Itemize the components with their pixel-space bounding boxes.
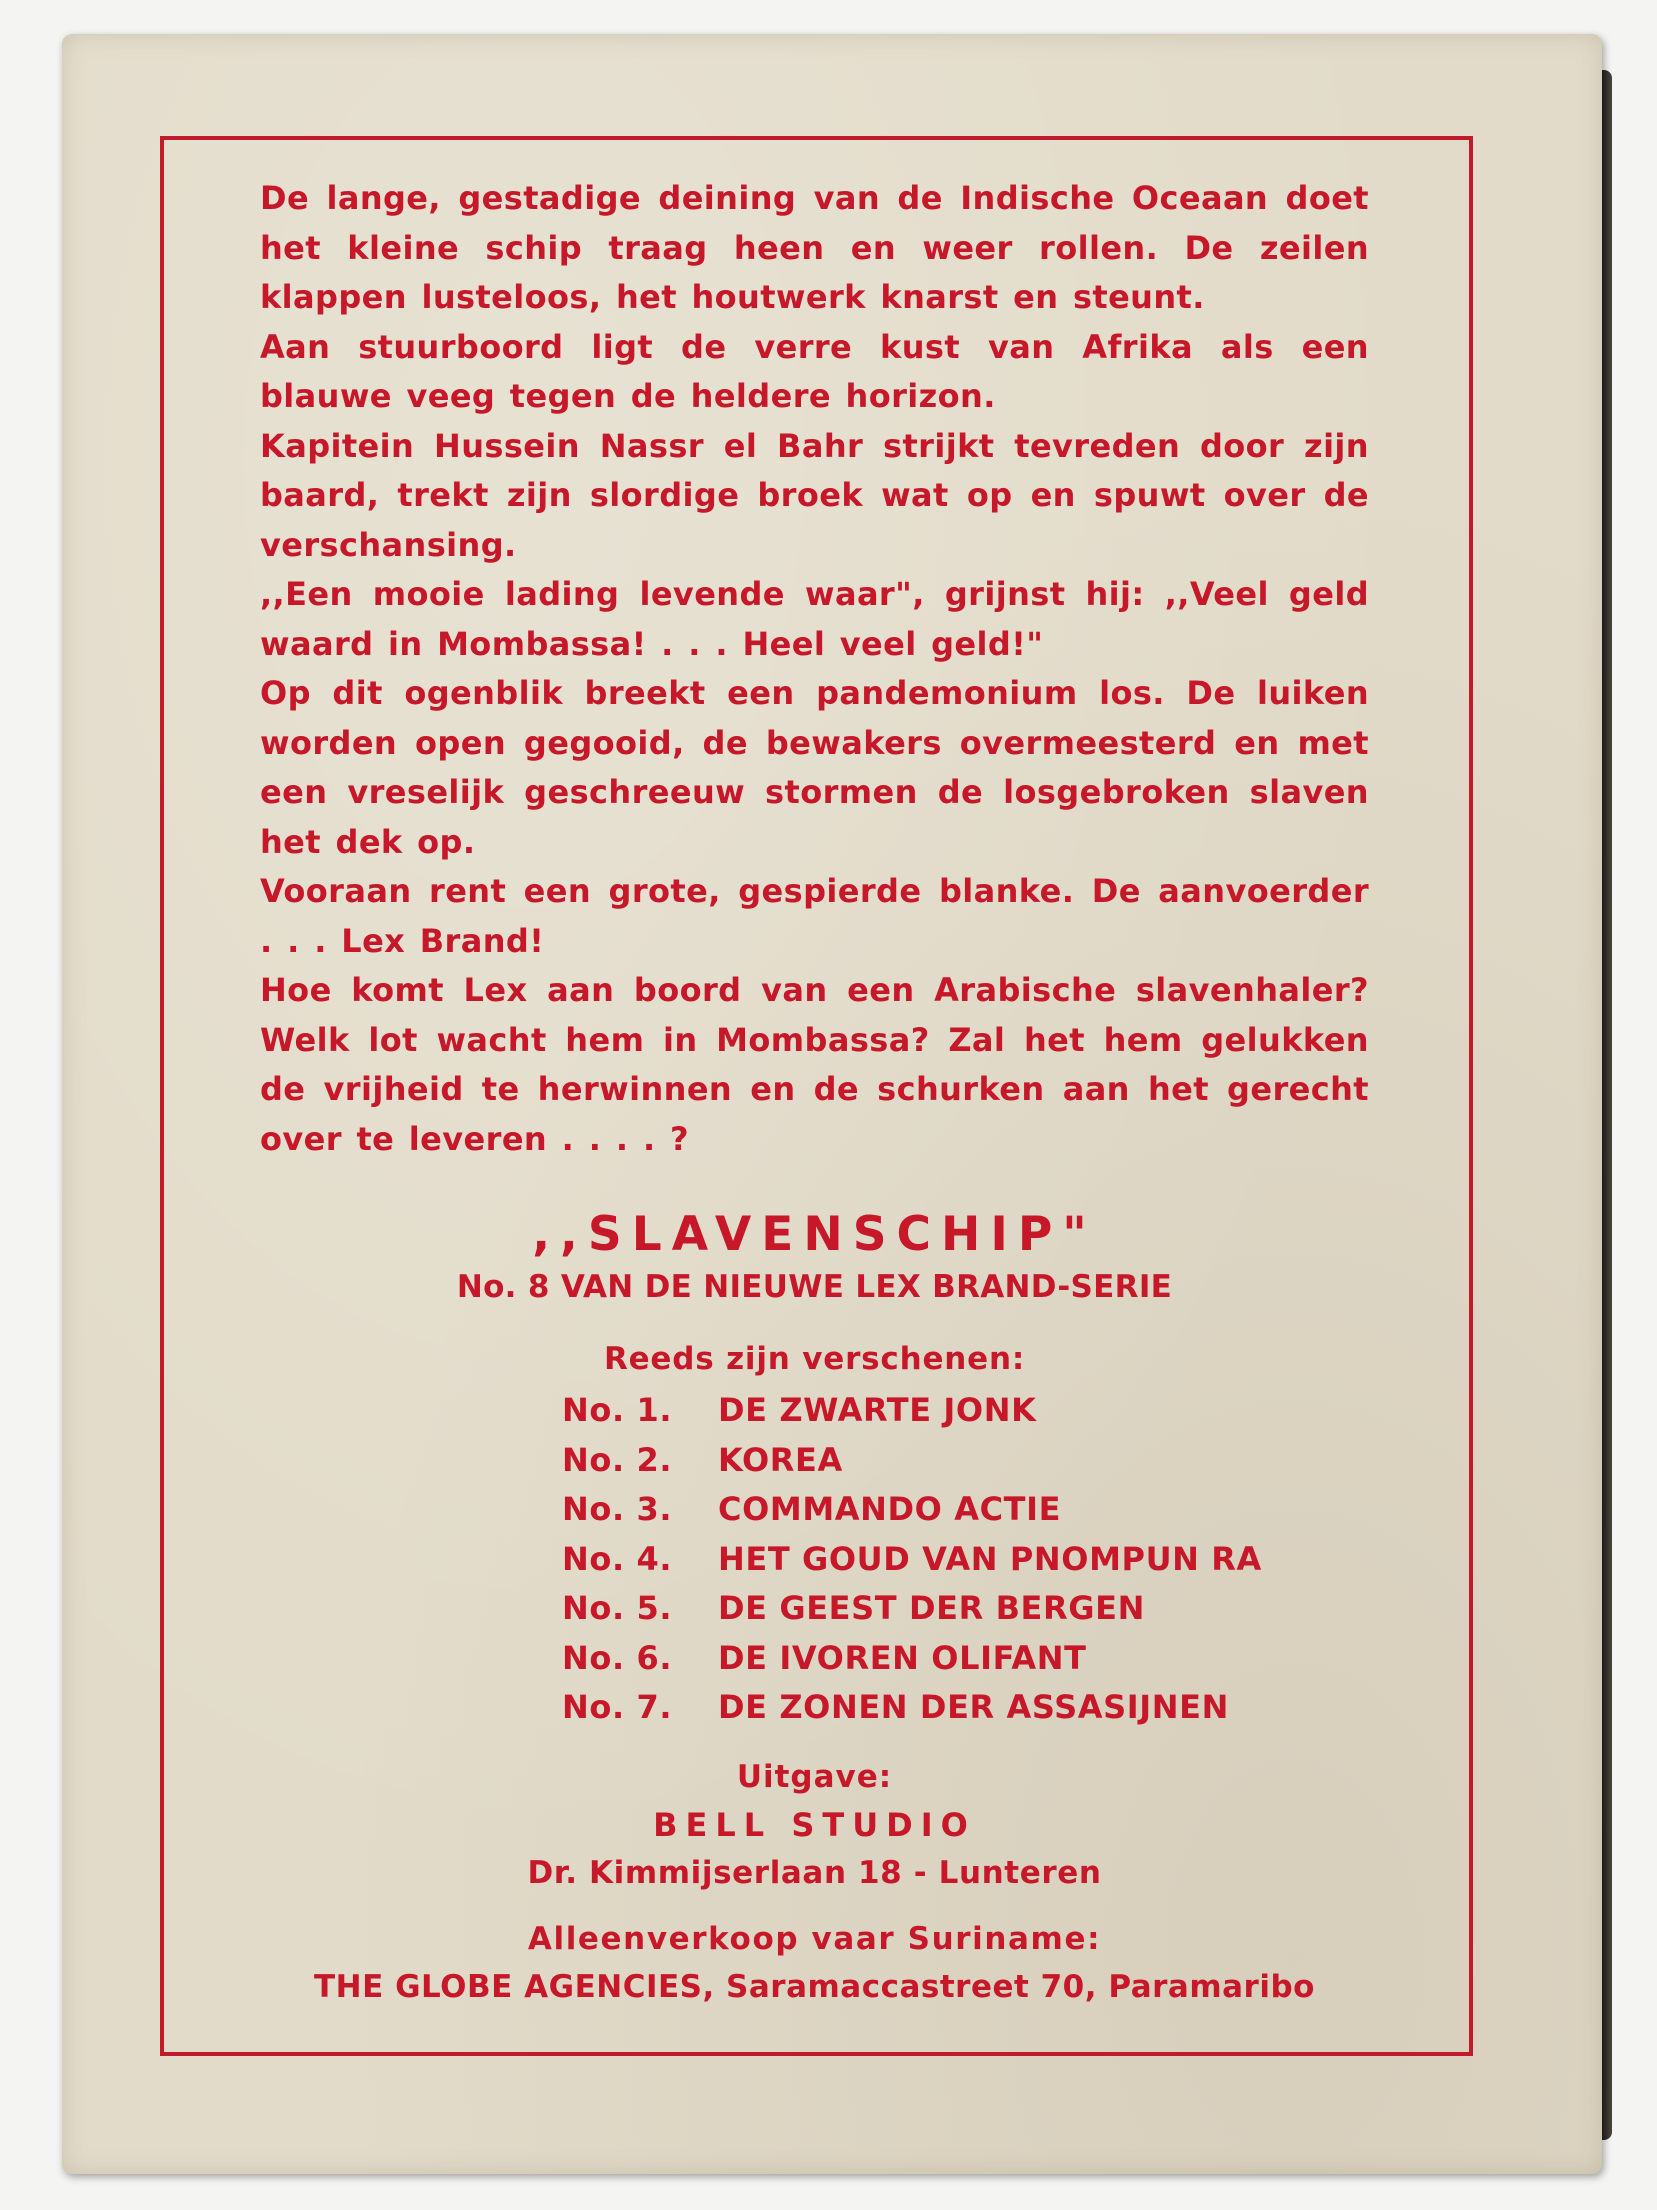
publisher-label: Uitgave: — [736, 1758, 893, 1795]
book-list-item — [562, 1485, 1369, 1535]
blurb-paragraph: Op dit ogenblik breekt een pandemonium los. De luiken worden open gegooid, de bewakers overmeesterd en met een vreselijk geschreeuw stormen de losgebroken slaven het dek op. — [260, 674, 1369, 861]
publisher-address: Dr. Kimmijserlaan 18 - Lunteren — [527, 1854, 1102, 1891]
book-title: DE ZONEN DER ASSASIJNEN — [718, 1688, 1230, 1726]
previous-books-list — [260, 1386, 1369, 1733]
story-blurb — [260, 174, 1369, 1164]
series-title: ,,SLAVENSCHIP" — [532, 1207, 1097, 1262]
blurb-paragraph: ,,Een mooie lading levende waar", grijnst hij: ,,Veel geld waard in Mombassa! . . . Heel veel geld!" — [260, 575, 1369, 663]
previous-books-heading: Reeds zijn verschenen: — [603, 1341, 1026, 1377]
book-number: No. 6. — [562, 1638, 673, 1677]
book-list-item — [562, 1683, 1369, 1733]
book-title: HET GOUD VAN PNOMPUN RA — [718, 1539, 1262, 1578]
book-number: No. 7. — [562, 1688, 673, 1726]
publisher-name: BELL STUDIO — [653, 1805, 976, 1844]
distribution-block — [260, 1915, 1369, 2011]
blurb-paragraph: Vooraan rent een grote, gespierde blanke. De aanvoerder . . . Lex Brand! — [260, 872, 1369, 960]
book-list-item — [562, 1584, 1369, 1634]
book-number: No. 2. — [562, 1440, 673, 1479]
blurb-paragraph: Hoe komt Lex aan boord van een Arabische slavenhaler? Welk lot wacht hem in Mombassa? Zal het hem gelukken de vrijheid te herwinnen en de schurken aan het gerecht over te leveren . . . . ? — [260, 971, 1369, 1158]
book-title: DE ZWARTE JONK — [718, 1391, 1037, 1429]
book-list-item — [562, 1386, 1369, 1436]
book-list-item — [562, 1634, 1369, 1684]
book-title: COMMANDO ACTIE — [718, 1490, 1062, 1528]
book-title: DE GEEST DER BERGEN — [718, 1589, 1145, 1627]
book-number: No. 3. — [562, 1490, 673, 1528]
publisher-block — [260, 1753, 1369, 1897]
blurb-paragraph: Aan stuurboord ligt de verre kust van Afrika als een blauwe veeg tegen de heldere horizon. — [260, 327, 1369, 415]
distribution-label: Alleenverkoop vaar Suriname: — [527, 1920, 1102, 1957]
blurb-paragraph: Kapitein Hussein Nassr el Bahr strijkt tevreden door zijn baard, trekt zijn slordige broek wat op en spuwt over de verschansing. — [260, 426, 1369, 564]
book-list-item — [562, 1436, 1369, 1486]
book-number: No. 5. — [562, 1589, 673, 1627]
series-number: No. 8 VAN DE NIEUWE LEX BRAND-SERIE — [456, 1269, 1173, 1305]
book-number: No. 1. — [562, 1391, 673, 1429]
book-title: DE IVOREN OLIFANT — [718, 1638, 1087, 1677]
distribution-agency: THE GLOBE AGENCIES, Saramaccastreet 70, Paramaribo — [314, 1968, 1315, 2005]
blurb-paragraph: De lange, gestadige deining van de Indische Oceaan doet het kleine schip traag heen en weer rollen. De zeilen klappen lusteloos, het houtwerk knarst en steunt. — [260, 179, 1369, 316]
book-number: No. 4. — [562, 1539, 673, 1578]
book-list-item — [562, 1535, 1369, 1585]
book-title: KOREA — [718, 1440, 843, 1479]
cover-text-area — [160, 136, 1473, 2056]
